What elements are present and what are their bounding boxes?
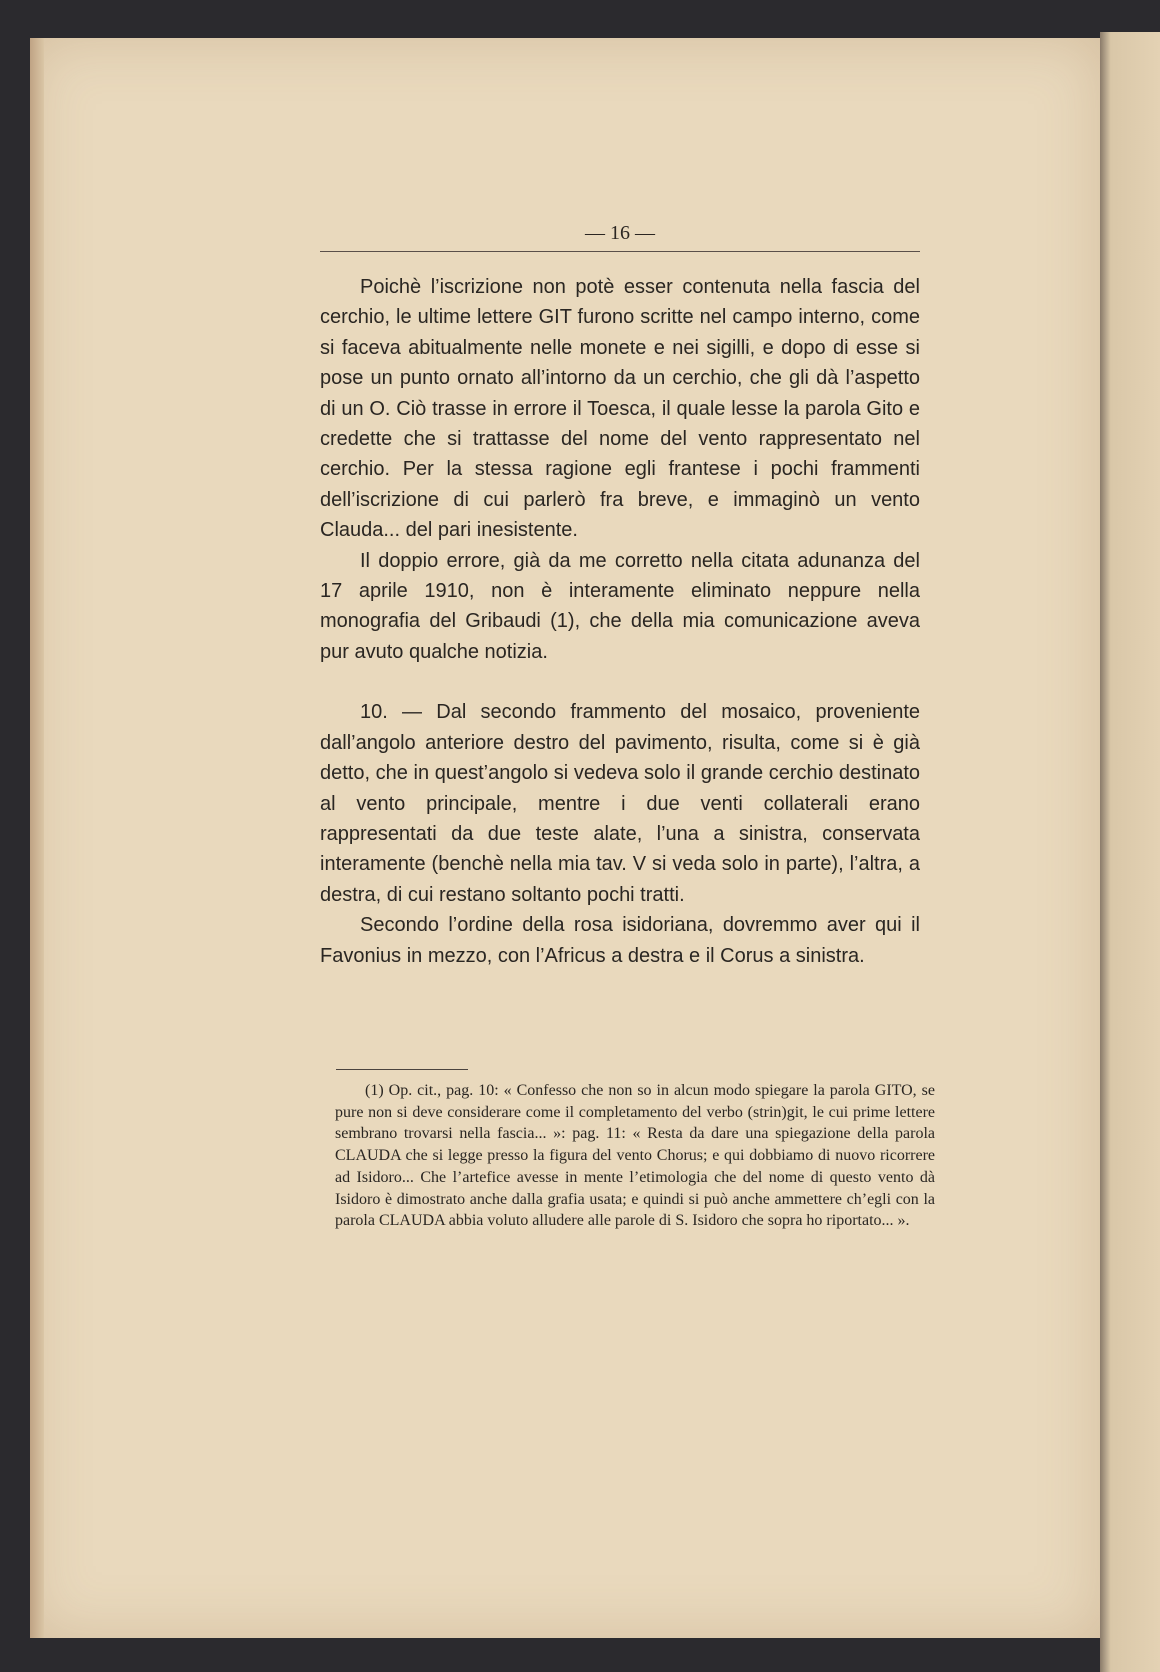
footnote <box>335 1080 935 1232</box>
body-text <box>320 272 920 971</box>
adjacent-page-edge <box>1100 32 1160 1672</box>
paragraph-2: Il doppio errore, già da me corretto nella citata adunanza del 17 aprile 1910, non è interamente eliminato neppure nella monografia del Gribaudi (1), che della mia comunicazione aveva pur avuto qualche notizia. <box>320 549 920 663</box>
page-number: — 16 — <box>585 222 655 244</box>
footnote-text: (1) Op. cit., pag. 10: « Confesso che non so in alcun modo spiegare la parola GITO, se pure non si deve considerare come il completamento del verbo (strin)git, le cui prime lettere sembrano trovarsi nella fascia... »: pag. 11: « Resta da dare una spiegazione della parola CLAUDA che si legge presso la figura del vento Chorus; e qui dobbiamo di nuovo ricorrere ad Isidoro... Che l’artefice avesse in mente l’etimologia che del nome di questo vento dà Isidoro è dimostrato anche dalla grafia usata; e quindi si può anche ammettere ch’egli con la parola CLAUDA abbia voluto alludere alle parole di S. Isidoro che sopra ho riportato... ». <box>335 1082 935 1230</box>
paragraph-4: Secondo l’ordine della rosa isidoriana, dovremmo aver qui il Favonius in mezzo, con l’Africus a destra e il Corus a sinistra. <box>320 914 920 967</box>
footnote-rule <box>336 1069 468 1070</box>
paragraph-1: Poichè l’iscrizione non potè esser contenuta nella fascia del cerchio, le ultime lettere GIT furono scritte nel campo interno, come si faceva abitualmente nelle monete e nei sigilli, e dopo di esse si pose un punto ornato all’intorno da un cerchio, che gli dà l’aspetto di un O. Ciò trasse in errore il Toesca, il quale lesse la parola Gito e credette che si trattasse del nome del vento rappresentato nel cerchio. Per la stessa ragione egli frantese i pochi frammenti dell’iscrizione di cui parlerò fra breve, e immaginò un vento Clauda... del pari inesistente. <box>320 276 920 542</box>
page-gutter <box>30 38 44 1638</box>
header-rule <box>320 251 920 252</box>
paragraph-3: 10. — Dal secondo frammento del mosaico, proveniente dall’angolo anteriore destro del pavimento, risulta, come si è già detto, che in quest’angolo si vedeva solo il grande cerchio destinato al vento principale, mentre i due venti collaterali erano rappresentati da due teste alate, l’una a sinistra, conservata interamente (benchè nella mia tav. V si veda solo in parte), l’altra, a destra, di cui restano soltanto pochi tratti. <box>320 701 920 906</box>
